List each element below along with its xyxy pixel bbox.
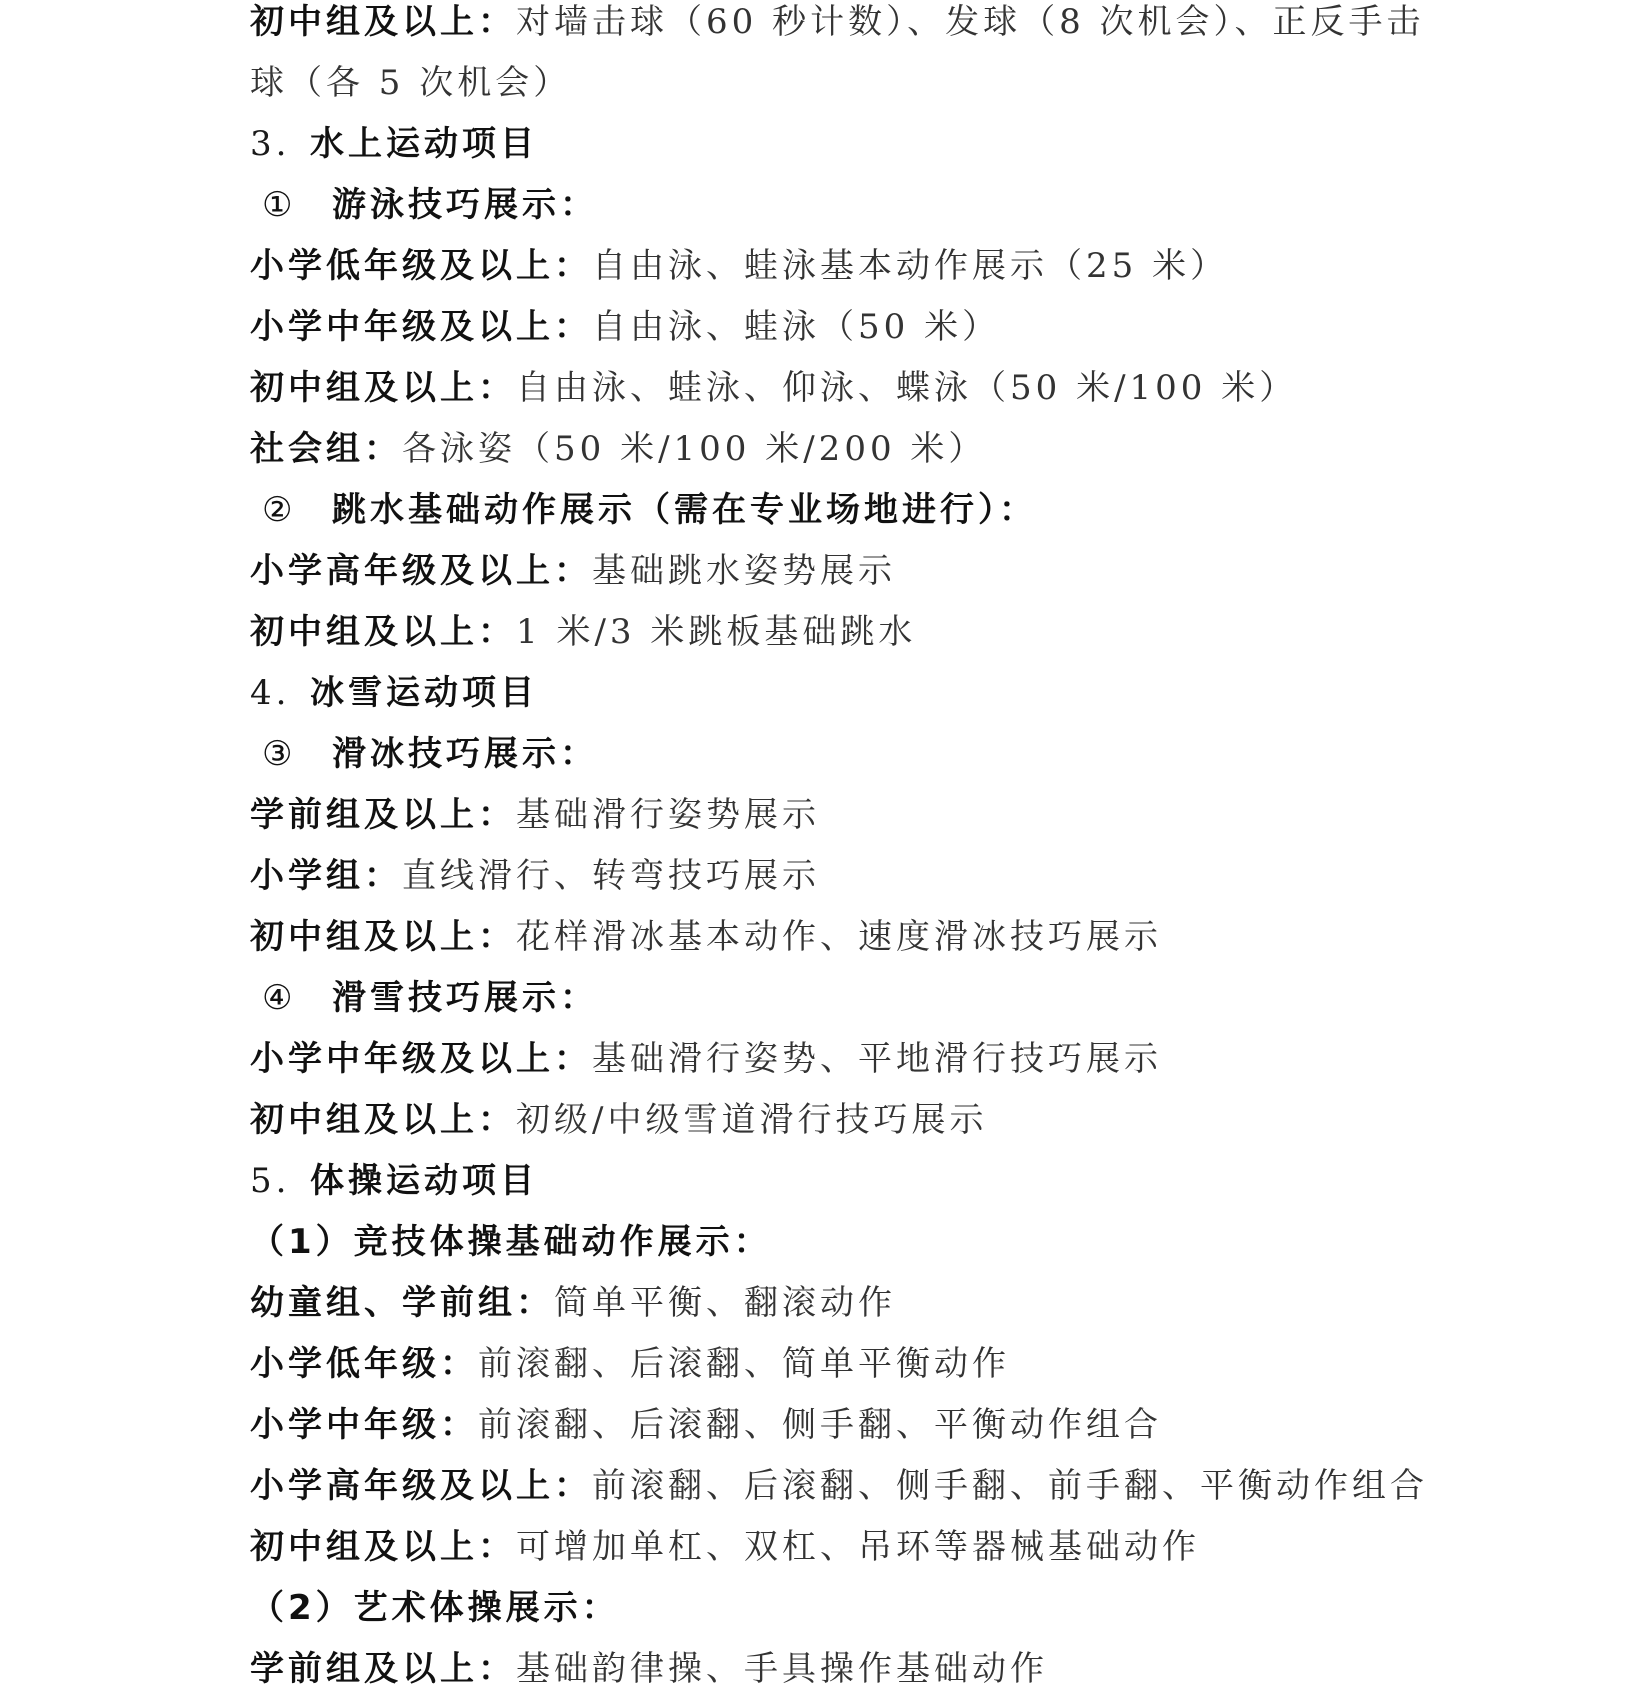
text-line [250,1273,896,1333]
text-line [250,785,820,845]
line-label: 小学中年级及以上： [250,1039,592,1079]
text-line [250,0,1425,52]
subsection-title: 滑冰技巧展示： [332,734,598,774]
line-text: 可增加单杠、双杠、吊环等器械基础动作 [516,1527,1200,1567]
text-line [250,1395,1162,1455]
line-text: 基础跳水姿势展示 [592,551,896,591]
subsection-title: 游泳技巧展示： [332,185,598,225]
section-number: 5. [250,1161,291,1201]
section-number: 4. [250,673,291,713]
line-label: 小学低年级： [250,1344,478,1384]
line-text: 1 米/3 米跳板基础跳水 [516,612,917,652]
line-text: 初级/中级雪道滑行技巧展示 [516,1100,988,1140]
line-label: 小学中年级及以上： [250,307,592,347]
subsection-heading [250,1578,620,1638]
line-label: 初中组及以上： [250,1527,516,1567]
text-line [250,419,986,479]
line-label: 初中组及以上： [250,917,516,957]
subsection-title: 跳水基础动作展示（需在专业场地进行）： [332,490,1037,530]
line-text: 自由泳、蛙泳、仰泳、蝶泳（50 米/100 米） [516,368,1298,408]
line-text: 前滚翻、后滚翻、简单平衡动作 [478,1344,1010,1384]
subsection-title: 滑雪技巧展示： [332,978,598,1018]
text-line [250,53,571,113]
text-line [250,358,1297,418]
text-line [250,602,916,662]
line-label: 初中组及以上： [250,1100,516,1140]
text-line [250,1456,1428,1516]
line-text: 花样滑冰基本动作、速度滑冰技巧展示 [516,917,1162,957]
line-label: 初中组及以上： [250,2,516,42]
line-text: 基础滑行姿势展示 [516,795,820,835]
text-line [250,541,896,601]
line-label: 社会组： [250,429,402,469]
line-text: 直线滑行、转弯技巧展示 [402,856,820,896]
section-title: 水上运动项目 [310,124,538,164]
line-label: 学前组及以上： [250,1649,516,1689]
text-line [250,1090,987,1150]
line-text: 前滚翻、后滚翻、侧手翻、前手翻、平衡动作组合 [592,1466,1428,1506]
line-text: 基础滑行姿势、平地滑行技巧展示 [592,1039,1162,1079]
text-line [250,297,1000,357]
text-line [250,1334,1010,1394]
text-line [250,1639,1048,1699]
subsection-heading [262,175,598,235]
line-text: 前滚翻、后滚翻、侧手翻、平衡动作组合 [478,1405,1162,1445]
line-text: 球（各 5 次机会） [250,63,572,103]
circled-number: ③ [262,734,297,774]
subsection-title: （1）竞技体操基础动作展示： [250,1222,772,1262]
section-number: 3. [250,124,291,164]
text-line [250,846,820,906]
text-line [250,236,1228,296]
line-label: 小学高年级及以上： [250,551,592,591]
circled-number: ④ [262,978,297,1018]
text-line [250,1029,1162,1089]
subsection-title: （2）艺术体操展示： [250,1588,620,1628]
line-label: 初中组及以上： [250,612,516,652]
section-title: 体操运动项目 [310,1161,538,1201]
section-title: 冰雪运动项目 [310,673,538,713]
subsection-heading [262,724,598,784]
circled-number: ② [262,490,297,530]
line-label: 幼童组、学前组： [250,1283,554,1323]
line-label: 初中组及以上： [250,368,516,408]
subsection-heading [250,1212,772,1272]
line-text: 各泳姿（50 米/100 米/200 米） [402,429,987,469]
line-label: 小学组： [250,856,402,896]
circled-number: ① [262,185,297,225]
subsection-heading [262,968,598,1028]
line-text: 基础韵律操、手具操作基础动作 [516,1649,1048,1689]
line-label: 小学中年级： [250,1405,478,1445]
section-heading [250,663,538,723]
line-text: 自由泳、蛙泳基本动作展示（25 米） [592,246,1229,286]
line-label: 学前组及以上： [250,795,516,835]
text-line [250,1517,1200,1577]
line-text: 简单平衡、翻滚动作 [554,1283,896,1323]
line-text: 对墙击球（60 秒计数）、发球（8 次机会）、正反手击 [516,2,1425,42]
line-label: 小学低年级及以上： [250,246,592,286]
section-heading [250,114,538,174]
subsection-heading [262,480,1037,540]
line-label: 小学高年级及以上： [250,1466,592,1506]
section-heading [250,1151,538,1211]
line-text: 自由泳、蛙泳（50 米） [592,307,1001,347]
text-line [250,907,1162,967]
